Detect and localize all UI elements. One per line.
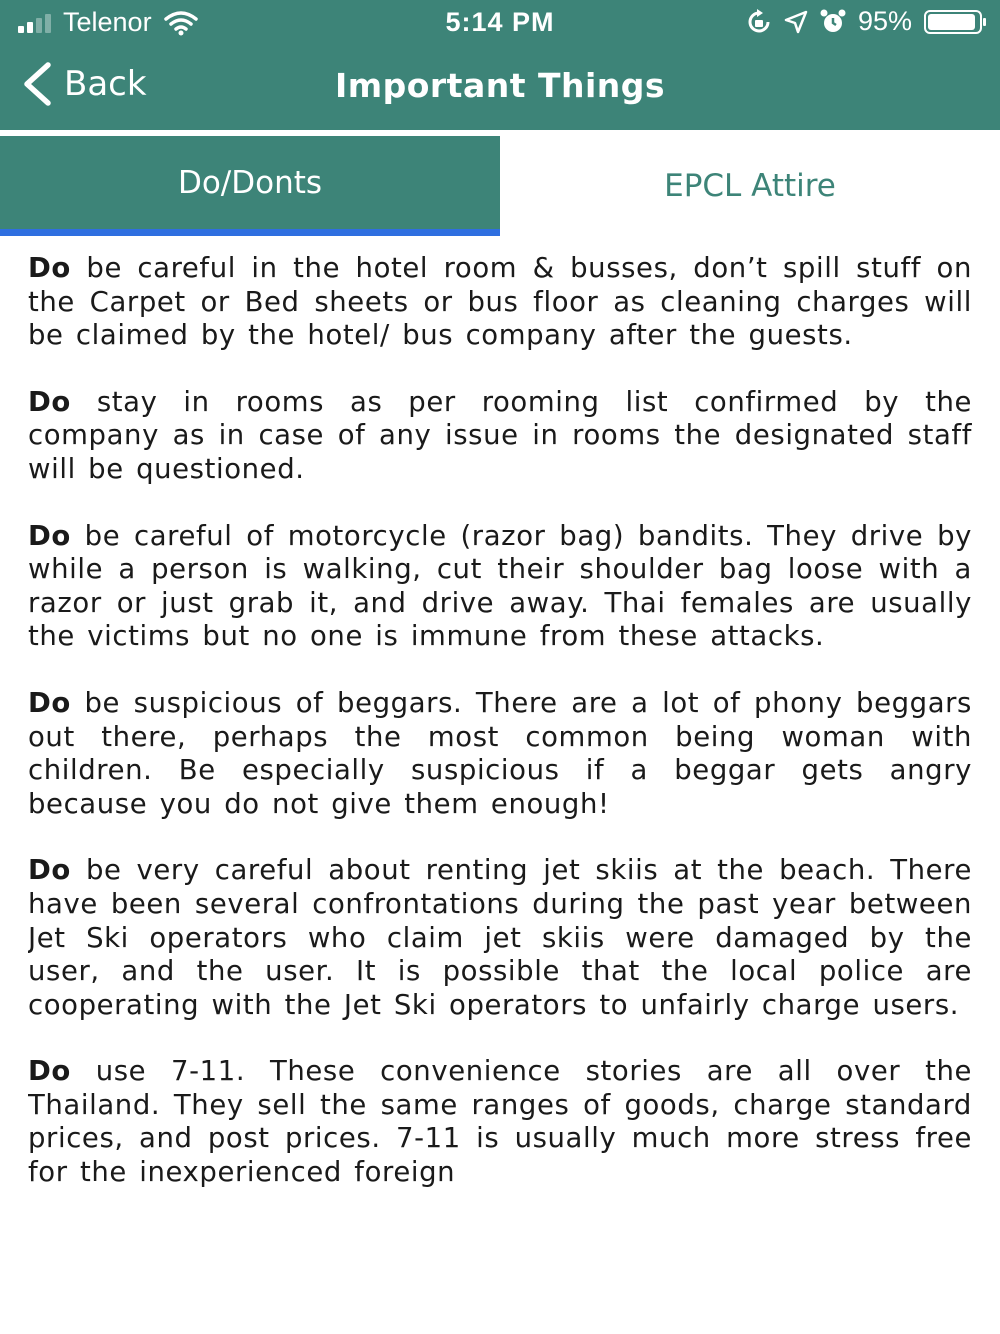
tab-bar <box>0 136 1000 236</box>
tip-lead: Do <box>28 252 71 284</box>
alarm-icon <box>820 9 846 35</box>
back-label: Back <box>64 64 147 104</box>
rotation-lock-icon <box>746 9 772 35</box>
tip-lead: Do <box>28 686 71 719</box>
page-title: Important Things <box>334 66 666 105</box>
tip-paragraph-5 <box>28 854 972 1022</box>
tip-paragraph-1 <box>28 252 972 353</box>
battery-percent: 95% <box>857 6 912 36</box>
tip-lead: Do <box>28 519 71 552</box>
tip-lead: Do <box>28 1055 71 1088</box>
status-right <box>746 6 982 37</box>
navigation-bar <box>0 44 1000 130</box>
location-arrow-icon <box>784 10 808 34</box>
tip-paragraph-4 <box>28 687 972 821</box>
tip-text: use 7-11. These convenience stories are all over the Thailand. They sell the same ranges of goods, charge standard prices, and post prices. 7-11 is usually much more stress free for the inexperienced foreign <box>28 1055 972 1189</box>
tip-lead: Do <box>28 854 71 887</box>
tip-text: be careful in the hotel room & busses, don’t spill stuff on the Carpet or Bed sheets or bus floor as cleaning charges will be claimed by the hotel/ bus company after the guests. <box>28 252 972 352</box>
carrier-name: Telenor <box>63 7 152 37</box>
tip-paragraph-3 <box>28 520 972 654</box>
tip-paragraph-6 <box>28 1055 972 1189</box>
tab-do-donts[interactable]: Do/Donts <box>0 136 500 236</box>
status-bar <box>0 0 1000 44</box>
tip-text: be careful of motorcycle (razor bag) bandits. They drive by while a person is walking, cut their shoulder bag loose with a razor or just grab it, and drive away. Thai females are usually the victims but no one is immune from these attacks. <box>28 519 972 653</box>
status-time: 5:14 PM <box>445 7 555 37</box>
tip-paragraph-2 <box>28 386 972 487</box>
tip-lead: Do <box>28 385 71 418</box>
battery-icon <box>924 10 982 34</box>
tip-text: stay in rooms as per rooming list confirmed by the company as in case of any issue in rooms the designated staff will be questioned. <box>28 385 972 485</box>
content-scroll-area[interactable] <box>28 252 972 1334</box>
tip-text: be very careful about renting jet skiis at the beach. There have been several confrontations during the past year between Jet Ski operators who claim jet skiis were damaged by the user, and the user. It is possible that the local police are cooperating with the Jet Ski operators to unfairly charge users. <box>28 854 972 1021</box>
tip-text: be suspicious of beggars. There are a lot of phony beggars out there, perhaps the most common being woman with children. Be especially suspicious if a beggar gets angry because you do not give them enough! <box>28 686 972 820</box>
tab-epcl-attire[interactable]: EPCL Attire <box>500 136 1000 236</box>
